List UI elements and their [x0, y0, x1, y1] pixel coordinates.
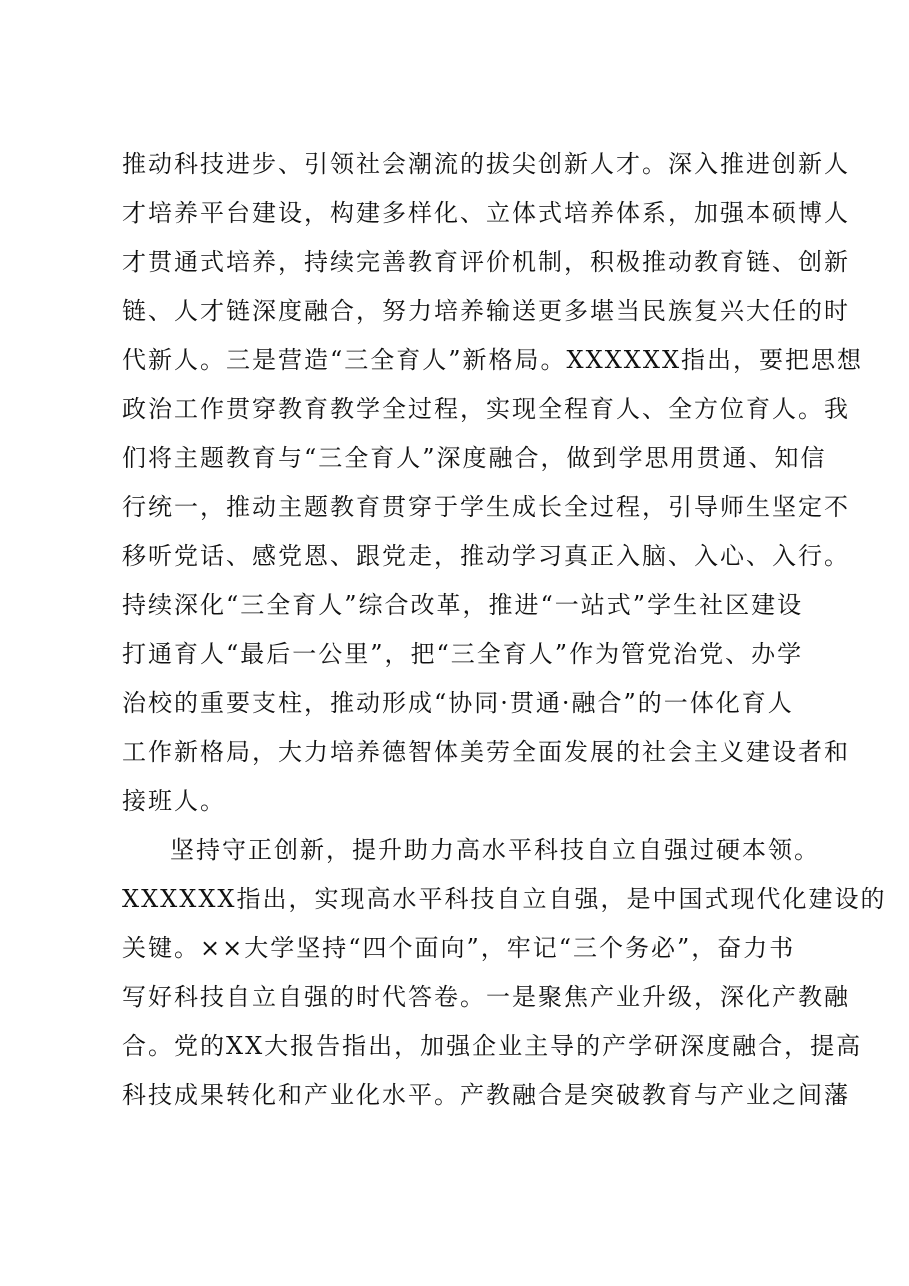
paragraph-line: 才培养平台建设，构建多样化、立体式培养体系，加强本硕博人 [122, 199, 850, 227]
paragraph-line: 代新人。三是营造“三全育人”新格局。XXXXXX指出，要把思想 [122, 346, 864, 374]
paragraph-line: 打通育人“最后一公里”，把“三全育人”作为管党治党、办学 [122, 640, 804, 668]
paragraph-line: 政治工作贯穿教育教学全过程，实现全程育人、全方位育人。我 [122, 395, 850, 423]
paragraph-line: 持续深化“三全育人”综合改革，推进“一站式”学生社区建设 [122, 591, 804, 619]
paragraph-line: 才贯通式培养，持续完善教育评价机制，积极推动教育链、创新 [122, 248, 850, 276]
paragraph-line: XXXXXX指出，实现高水平科技自立自强，是中国式现代化建设的 [122, 885, 887, 913]
paragraph-line: 移听党话、感党恩、跟党走，推动学习真正入脑、入心、入行。 [122, 542, 850, 570]
paragraph-line: 工作新格局，大力培养德智体美劳全面发展的社会主义建设者和 [122, 738, 850, 766]
paragraph-line: 推动科技进步、引领社会潮流的拔尖创新人才。深入推进创新人 [122, 150, 850, 178]
paragraph-line: 关键。××大学坚持“四个面向”，牢记“三个务必”，奋力书 [122, 934, 796, 962]
paragraph-line: 合。党的XX大报告指出，加强企业主导的产学研深度融合，提高 [122, 1032, 863, 1060]
paragraph-line: 写好科技自立自强的时代答卷。一是聚焦产业升级，深化产教融 [122, 983, 850, 1011]
paragraph-line: 链、人才链深度融合，努力培养输送更多堪当民族复兴大任的时 [122, 297, 850, 325]
paragraph-line: 科技成果转化和产业化水平。产教融合是突破教育与产业之间藩 [122, 1081, 850, 1109]
paragraph-line: 行统一，推动主题教育贯穿于学生成长全过程，引导师生坚定不 [122, 493, 850, 521]
paragraph-line: 们将主题教育与“三全育人”深度融合，做到学思用贯通、知信 [122, 444, 827, 472]
paragraph-line: 接班人。 [122, 787, 226, 815]
paragraph-line: 治校的重要支柱，推动形成“协同·贯通·融合”的一体化育人 [122, 689, 794, 717]
paragraph-first-line: 坚持守正创新，提升助力高水平科技自立自强过硬本领。 [170, 836, 820, 864]
